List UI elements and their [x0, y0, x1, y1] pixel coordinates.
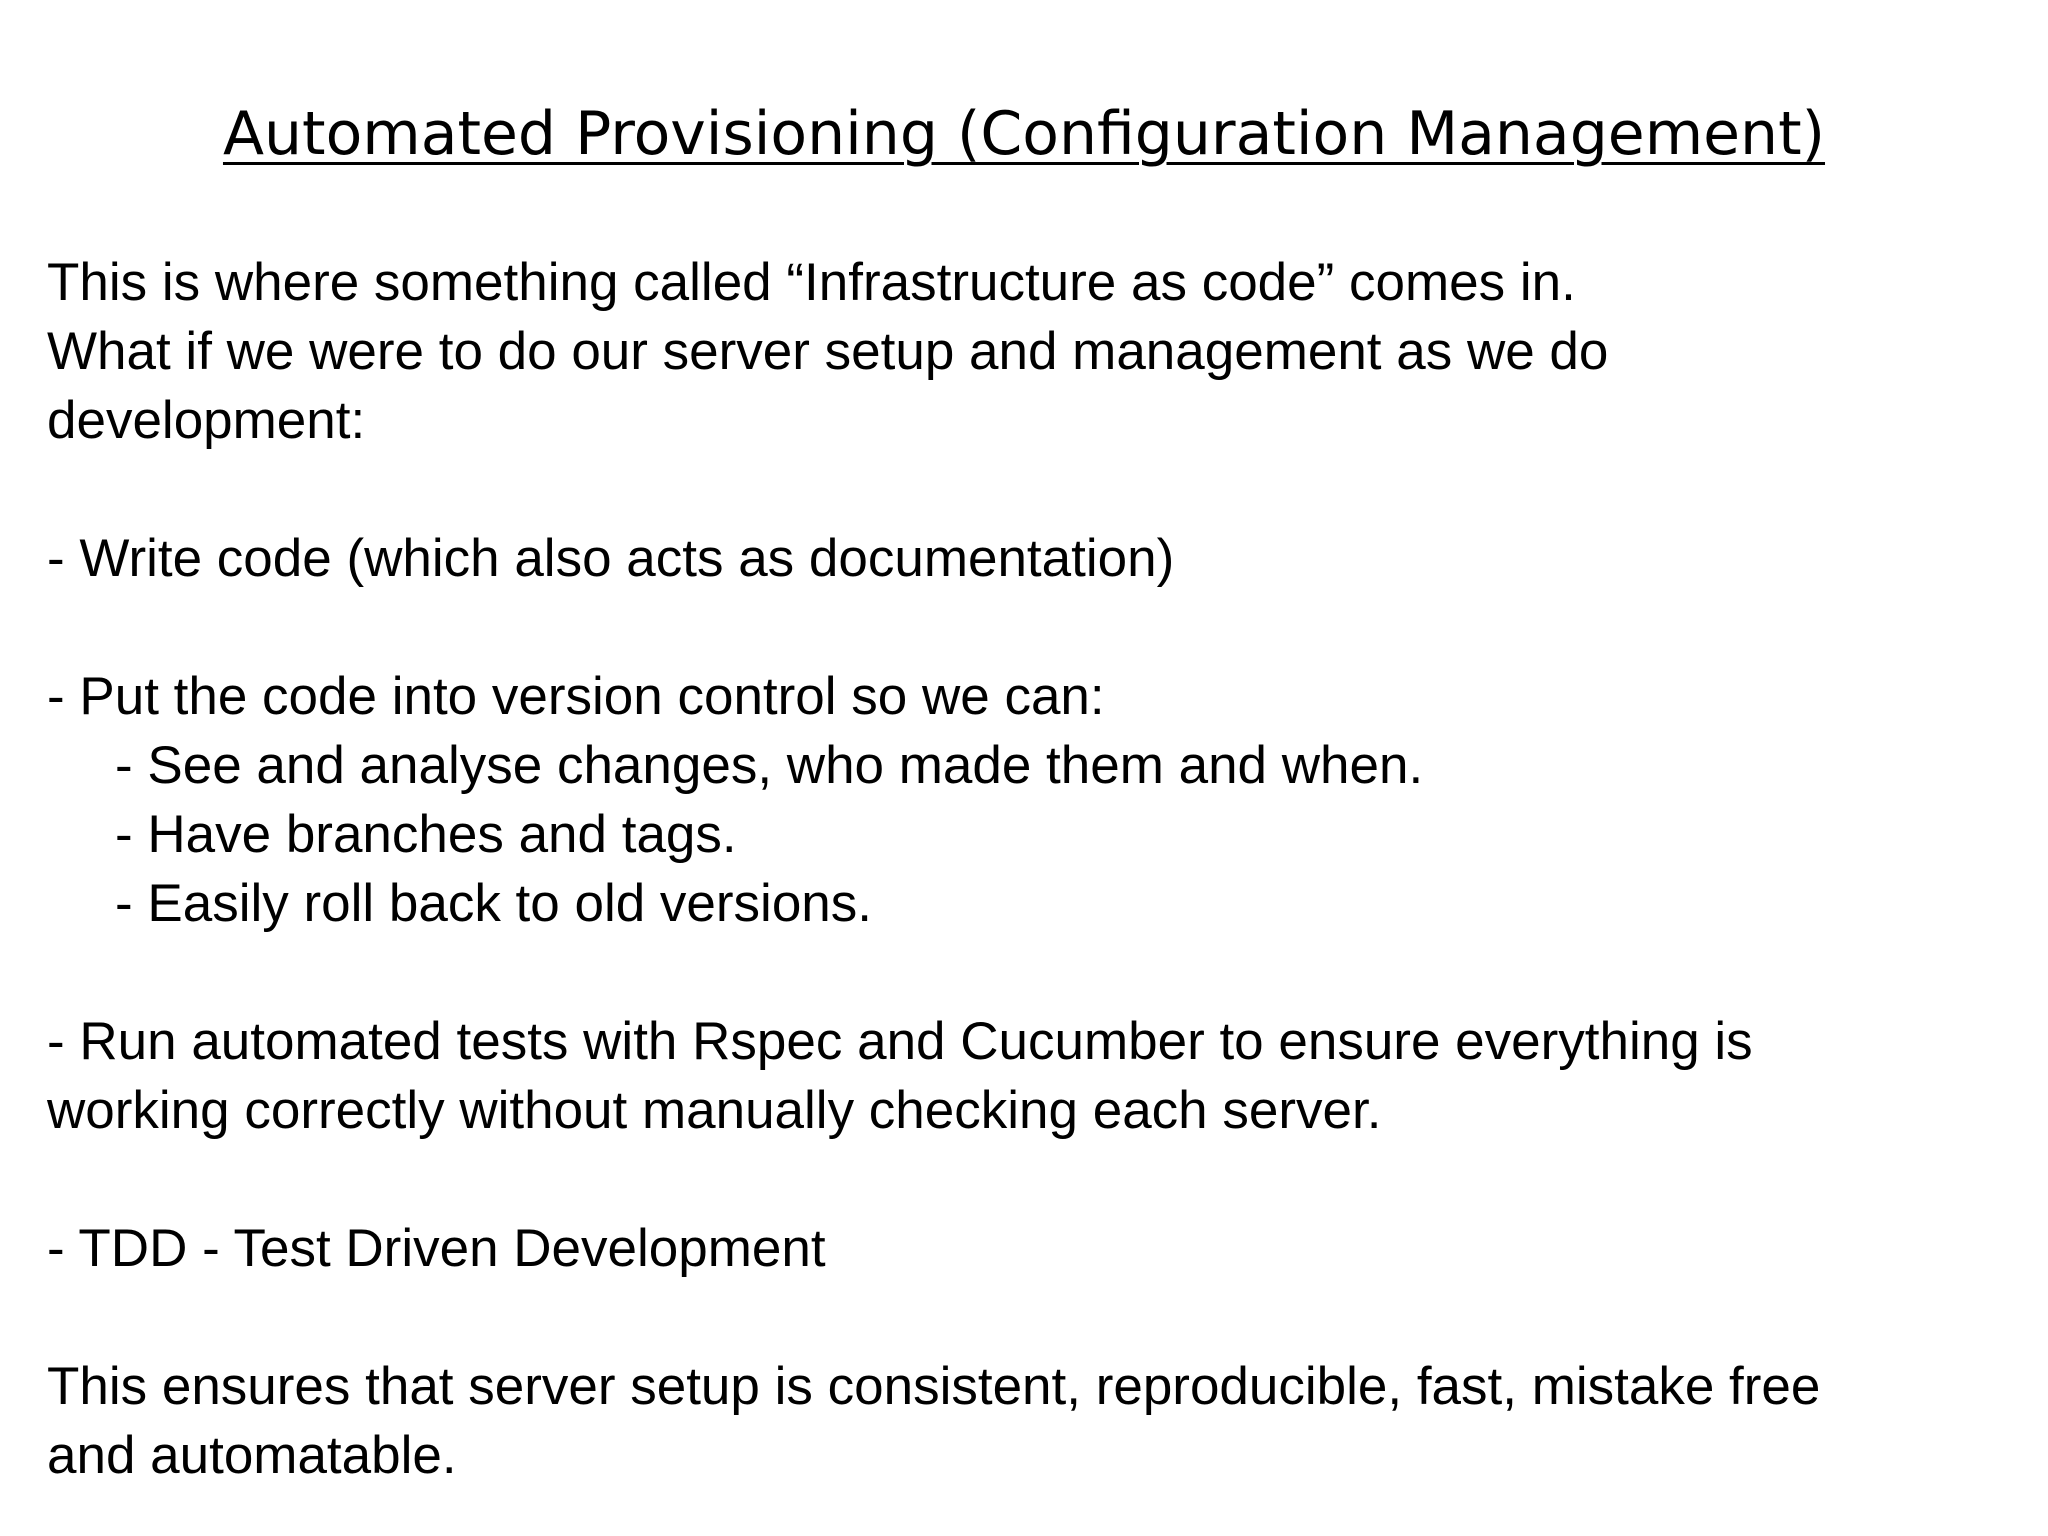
spacer — [47, 593, 2007, 662]
intro-line: This is where something called “Infrastructure as code” comes in. — [47, 253, 1576, 312]
sub-bullet: - Easily roll back to old versions. — [115, 874, 873, 933]
slide-body — [47, 248, 2007, 1490]
spacer — [47, 455, 2007, 524]
conclusion-line: and automatable. — [47, 1426, 457, 1485]
bullet-automated-tests: - Run automated tests with Rspec and Cucumber to ensure everything is — [47, 1012, 1753, 1071]
bullet-tdd: - TDD - Test Driven Development — [47, 1219, 826, 1278]
bullet-version-control: - Put the code into version control so we can: — [47, 667, 1105, 726]
spacer — [47, 938, 2007, 1007]
conclusion-line: This ensures that server setup is consistent, reproducible, fast, mistake free — [47, 1357, 1821, 1416]
spacer — [47, 1145, 2007, 1214]
bullet-automated-tests-cont: working correctly without manually checking each server. — [47, 1081, 1382, 1140]
sub-bullet: - Have branches and tags. — [115, 805, 737, 864]
intro-line: development: — [47, 391, 366, 450]
spacer — [47, 1283, 2007, 1352]
sub-bullet: - See and analyse changes, who made them and when. — [115, 736, 1424, 795]
bullet-write-code: - Write code (which also acts as documentation) — [47, 529, 1175, 588]
slide-title: Automated Provisioning (Configuration Management) — [222, 99, 1826, 169]
intro-line: What if we were to do our server setup and management as we do — [47, 322, 1609, 381]
